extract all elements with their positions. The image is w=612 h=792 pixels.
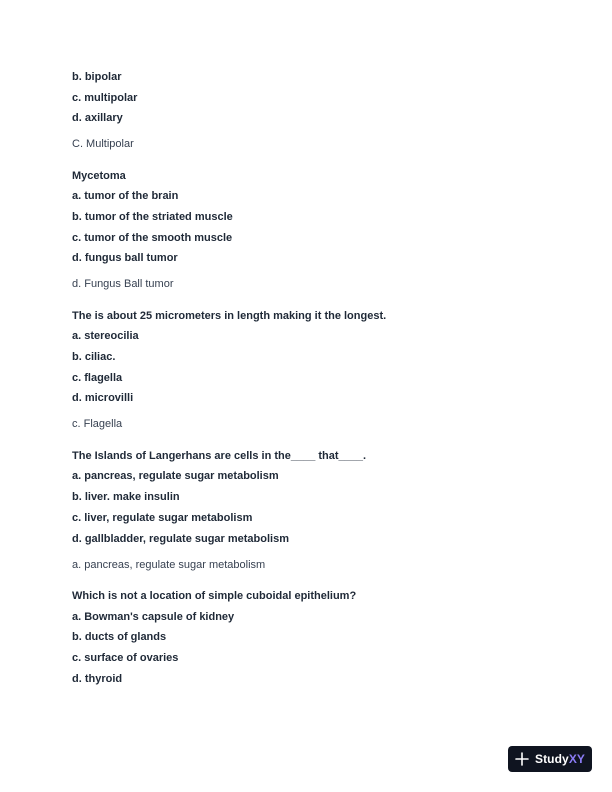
brand-main: Study [534,752,569,766]
question-block [72,589,542,686]
option: c. liver, regulate sugar metabolism [72,511,253,524]
option: d. axillary [72,112,123,125]
brand-name [535,752,585,766]
plus-icon [515,752,529,766]
question-text: The Islands of Langerhans are cells in the____ that____. [72,449,367,462]
option: a. pancreas, regulate sugar metabolism [72,470,279,483]
option: b. bipolar [72,71,122,83]
option: d. gallbladder, regulate sugar metabolism [72,532,290,545]
option: d. thyroid [72,672,123,685]
answer: d. Fungus Ball tumor [72,278,174,291]
option: a. tumor of the brain [72,190,179,203]
question-block [72,309,542,432]
question-text: Mycetoma [72,169,126,182]
document-body [72,70,542,692]
option: c. flagella [72,371,123,384]
question-block [72,70,542,151]
option: b. tumor of the striated muscle [72,211,233,224]
option: d. microvilli [72,392,134,405]
option: d. fungus ball tumor [72,252,178,265]
question-text: The is about 25 micrometers in length making it the longest. [72,309,387,322]
answer: a. pancreas, regulate sugar metabolism [72,558,266,571]
option: a. stereocilia [72,330,139,343]
option: a. Bowman's capsule of kidney [72,610,235,623]
answer: c. Flagella [72,418,123,431]
option: c. surface of ovaries [72,651,179,664]
option: b. ciliac. [72,351,116,364]
question-text: Which is not a location of simple cuboidal epithelium? [72,589,357,602]
option: c. tumor of the smooth muscle [72,231,233,244]
option: b. ducts of glands [72,631,167,644]
brand-accent: XY [568,752,586,766]
option: b. liver. make insulin [72,491,180,504]
question-block [72,169,542,292]
studyxy-badge[interactable] [508,746,592,772]
answer: C. Multipolar [72,138,134,151]
question-block [72,449,542,572]
option: c. multipolar [72,91,138,104]
